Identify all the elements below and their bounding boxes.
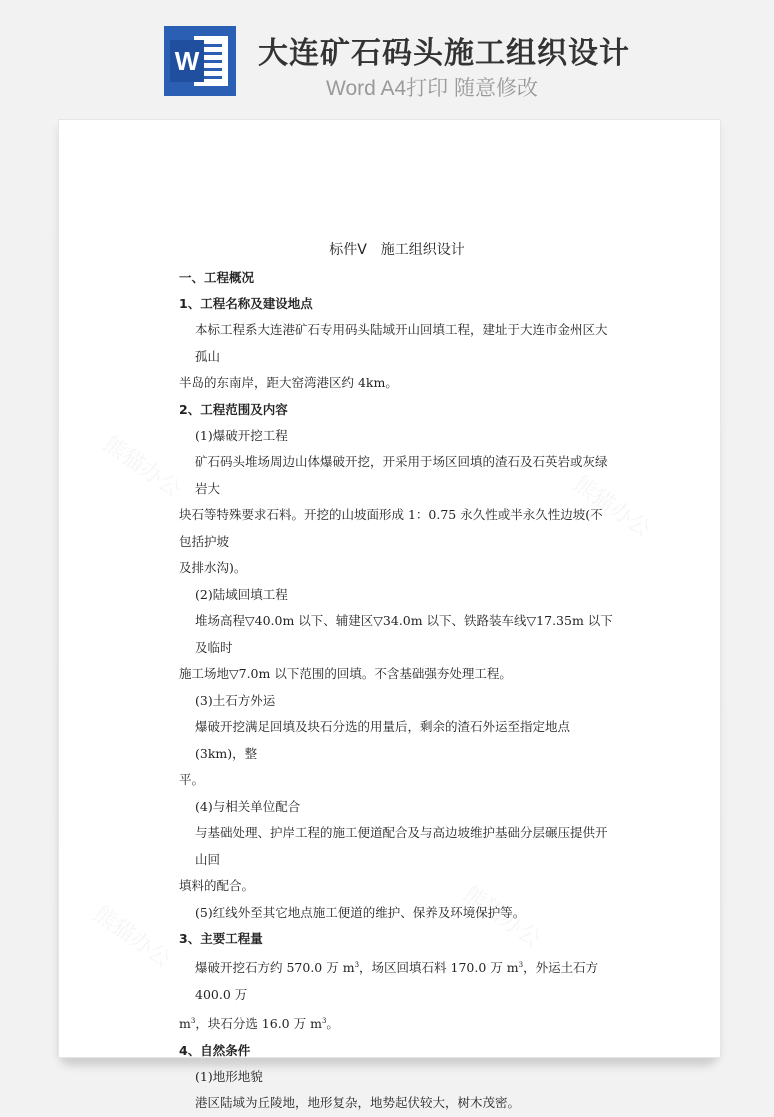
- paragraph-line: 堆场高程▽40.0m 以下、辅建区▽34.0m 以下、铁路装车线▽17.35m 以下及临时: [195, 613, 613, 655]
- paragraph-line: 与基础处理、护岸工程的施工便道配合及与高边坡维护基础分层碾压提供开山回: [195, 825, 608, 867]
- paragraph-line: 及排水沟)。: [179, 560, 247, 575]
- banner: [0, 0, 774, 118]
- watermark: 熊猫办公: [88, 901, 176, 973]
- section-heading: 一、工程概况: [179, 270, 255, 285]
- logo-letter: W: [174, 46, 200, 76]
- list-item: (2)陆域回填工程: [195, 586, 288, 602]
- document-body: [179, 237, 615, 1117]
- paragraph-line: 块石等特殊要求石料。开挖的山坡面形成 1：0.75 永久性或半永久性边坡(不包括护坡: [179, 507, 603, 549]
- watermark: 熊猫办公: [98, 431, 186, 503]
- paragraph-line: 港区陆域为丘陵地，地形复杂，地势起伏较大，树木茂密。: [195, 1095, 521, 1110]
- paragraph-line: 半岛的东南岸，距大窑湾港区约 4km。: [179, 375, 398, 390]
- subsection-heading: 4、自然条件: [179, 1042, 251, 1058]
- list-item: (4)与相关单位配合: [195, 798, 301, 814]
- paragraph: [179, 449, 615, 582]
- paragraph: [179, 820, 615, 900]
- paragraph: [179, 714, 615, 794]
- word-document-icon: [164, 26, 236, 96]
- subsection-heading: 1、工程名称及建设地点: [179, 296, 313, 311]
- document-title: 标件Ⅴ 施工组织设计: [329, 242, 465, 258]
- paragraph-line: 施工场地▽7.0m 以下范围的回填。不含基础强夯处理工程。: [179, 666, 512, 681]
- paragraph-line: 爆破开挖石方约 570.0 万 $m^3$，场区回填石料 170.0 万 $m^3$，外运土石方 400.0 万: [195, 960, 599, 1002]
- list-item: (5)红线外至其它地点施工便道的维护、保养及环境保护等。: [195, 904, 526, 920]
- paragraph: [179, 952, 615, 1038]
- subsection-heading: 2、工程范围及内容: [179, 401, 288, 417]
- list-item: (1)地形地貌: [195, 1068, 263, 1084]
- document-page: [58, 119, 721, 1110]
- watermark: 熊猫办公: [458, 881, 546, 953]
- watermark: 熊猫办公: [568, 471, 656, 543]
- paragraph-line: $m^3$，块石分选 16.0 万 $m^3$。: [179, 1016, 339, 1031]
- paragraph-line: 平。: [179, 772, 205, 787]
- paragraph-line: 爆破开挖满足回填及块石分选的用量后，剩余的渣石外运至指定地点 (3km)，整: [195, 719, 571, 761]
- list-item: (3)土石方外运: [195, 692, 276, 708]
- subsection-heading: 3、主要工程量: [179, 931, 263, 946]
- paragraph-line: 填料的配合。: [179, 878, 255, 893]
- paragraph: [179, 608, 615, 688]
- list-item: (1)爆破开挖工程: [195, 427, 288, 443]
- page-title: 大连矿石码头施工组织设计: [258, 36, 630, 71]
- paragraph: [179, 317, 615, 397]
- paragraph-line: 本标工程系大连港矿石专用码头陆域开山回填工程，建址于大连市金州区大孤山: [195, 322, 608, 364]
- page-subtitle: Word A4打印 随意修改: [326, 77, 538, 100]
- paragraph-line: 矿石码头堆场周边山体爆破开挖，开采用于场区回填的渣石及石英岩或灰绿岩大: [195, 454, 608, 496]
- paragraph: [179, 1090, 615, 1117]
